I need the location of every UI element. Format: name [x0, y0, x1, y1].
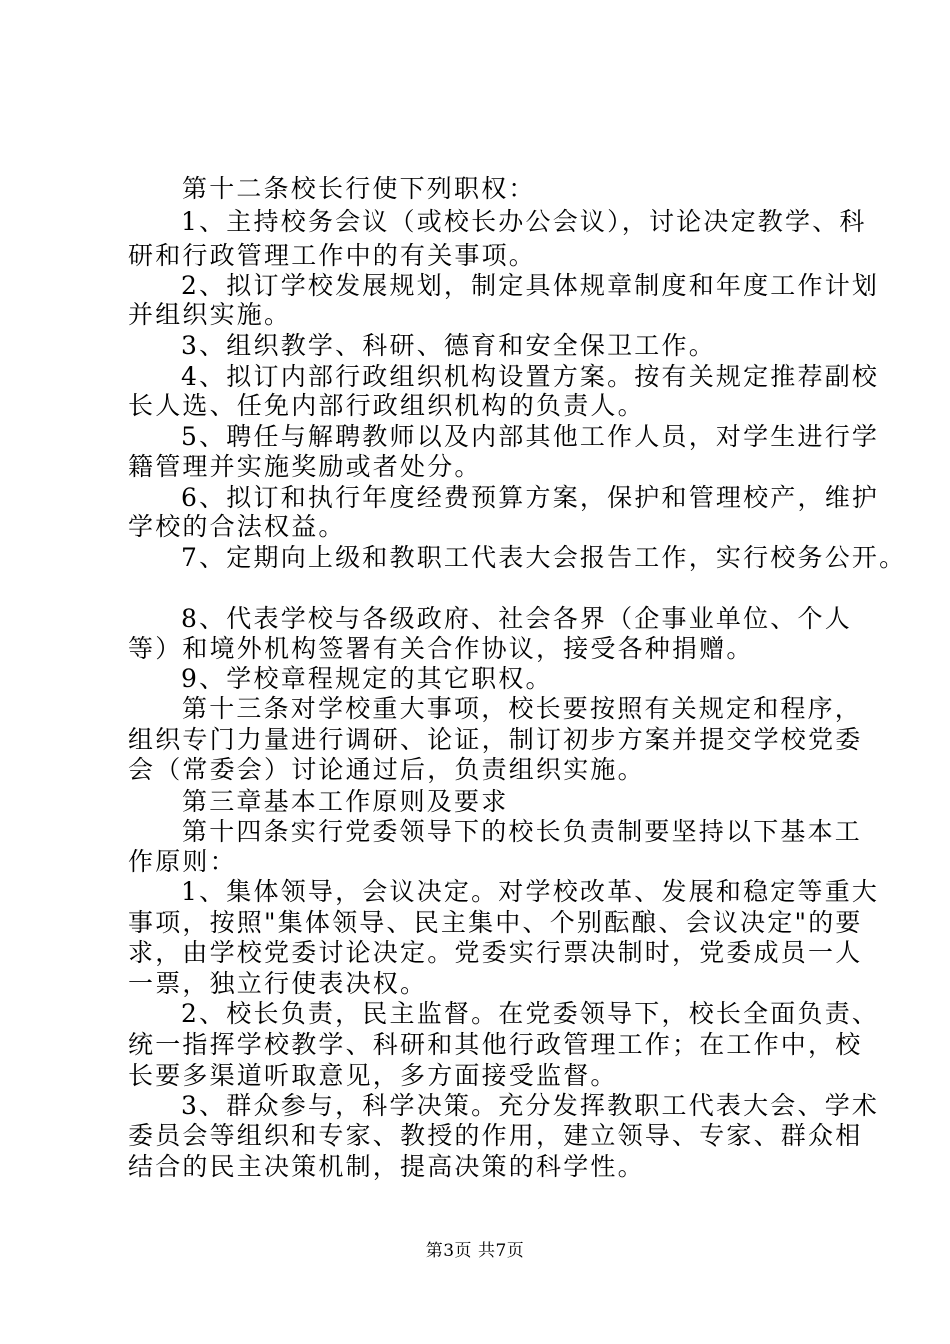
paragraph-line: 9、学校章程规定的其它职权。 [181, 664, 553, 693]
paragraph-line: 4、拟订内部行政组织机构设置方案。按有关规定推荐副校 [181, 362, 880, 391]
paragraph-line: 5、聘任与解聘教师以及内部其他工作人员，对学生进行学 [181, 422, 880, 451]
article-12-heading: 第十二条校长行使下列职权： [182, 174, 536, 203]
paragraph-line: 统一指挥学校教学、科研和其他行政管理工作；在工作中，校 [128, 1030, 863, 1059]
paragraph-line: 长要多渠道听取意见，多方面接受监督。 [128, 1061, 618, 1090]
paragraph-line: 等）和境外机构签署有关合作协议，接受各种捐赠。 [128, 634, 754, 663]
paragraph-line: 2、拟订学校发展规划，制定具体规章制度和年度工作计划 [181, 271, 880, 300]
paragraph-line: 一票，独立行使表决权。 [128, 969, 428, 998]
paragraph-line: 并组织实施。 [128, 300, 292, 329]
paragraph-line: 学校的合法权益。 [128, 512, 346, 541]
paragraph-line: 求，由学校党委讨论决定。党委实行票决制时，党委成员一人 [128, 938, 863, 967]
paragraph-line: 8、代表学校与各级政府、社会各界（企事业单位、个人 [181, 604, 852, 633]
paragraph-line: 会（常委会）讨论通过后，负责组织实施。 [128, 755, 645, 784]
paragraph-line: 研和行政管理工作中的有关事项。 [128, 241, 537, 270]
paragraph-line: 7、定期向上级和教职工代表大会报告工作，实行校务公开。 [181, 543, 907, 572]
chapter-3-heading: 第三章基本工作原则及要求 [182, 787, 509, 816]
paragraph-line: 3、群众参与，科学决策。充分发挥教职工代表大会、学术 [181, 1091, 880, 1120]
paragraph-line: 籍管理并实施奖励或者处分。 [128, 452, 482, 481]
page-number-footer: 第3页 共7页 [425, 1241, 525, 1261]
paragraph-line: 事项，按照"集体领导、民主集中、个别酝酿、会议决定"的要 [128, 908, 863, 937]
paragraph-line: 3、组织教学、科研、德育和安全保卫工作。 [181, 331, 716, 360]
paragraph-line: 长人选、任免内部行政组织机构的负责人。 [128, 391, 645, 420]
paragraph-line: 1、主持校务会议（或校长办公会议），讨论决定教学、科 [181, 207, 867, 236]
paragraph-line: 6、拟订和执行年度经费预算方案，保护和管理校产，维护 [181, 483, 880, 512]
paragraph-line: 组织专门力量进行调研、论证，制订初步方案并提交学校党委 [128, 725, 863, 754]
paragraph-line: 1、集体领导，会议决定。对学校改革、发展和稳定等重大 [181, 877, 880, 906]
paragraph-line: 2、校长负责，民主监督。在党委领导下，校长全面负责、 [181, 999, 880, 1028]
paragraph-line: 作原则： [128, 847, 237, 876]
paragraph-line: 结合的民主决策机制，提高决策的科学性。 [128, 1152, 645, 1181]
article-13-line: 第十三条对学校重大事项，校长要按照有关规定和程序， [182, 694, 863, 723]
article-14-line: 第十四条实行党委领导下的校长负责制要坚持以下基本工 [182, 817, 863, 846]
paragraph-line: 委员会等组织和专家、教授的作用，建立领导、专家、群众相 [128, 1121, 863, 1150]
